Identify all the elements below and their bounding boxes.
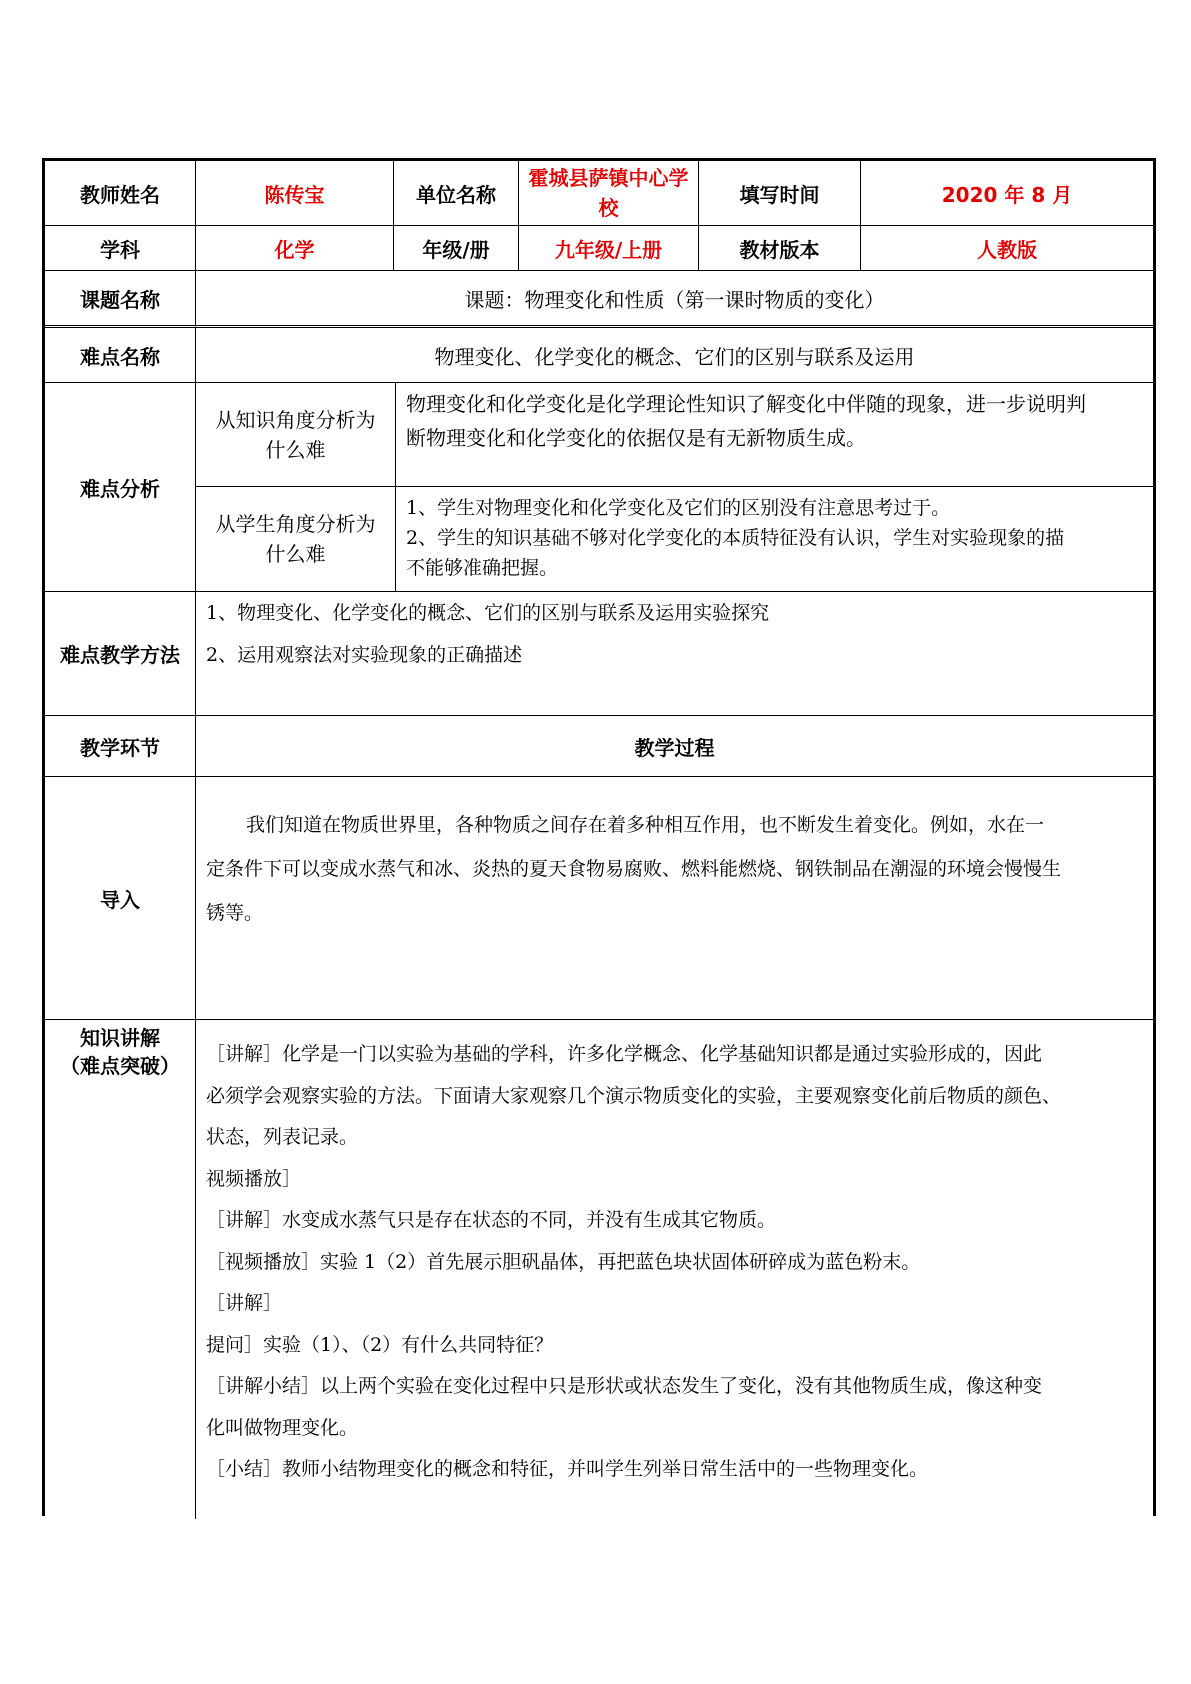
process-header: 教学过程: [196, 716, 1153, 777]
methods-label: 难点教学方法: [45, 592, 196, 716]
student-angle-text-line1: 1、学生对物理变化和化学变化及它们的区别没有注意思考过于。: [406, 497, 951, 519]
knowledge-line: 必须学会观察实验的方法。下面请大家观察几个演示物质变化的实验，主要观察变化前后物质的颜色、: [206, 1084, 1062, 1107]
knowledge-angle-line1: 从知识角度分析为: [215, 407, 376, 432]
knowledge-line: ［视频播放］实验 1（2）首先展示胆矾晶体，再把蓝色块状固体研碎成为蓝色粉末。: [206, 1250, 921, 1273]
edition-value: 人教版: [861, 226, 1153, 271]
knowledge-line: ［小结］教师小结物理变化的概念和特征，并叫学生列举日常生活中的一些物理变化。: [206, 1458, 929, 1480]
student-angle-line1: 从学生角度分析为: [215, 512, 376, 536]
intro-line-3: 锈等。: [206, 902, 264, 924]
student-angle-line2: 什么难: [265, 542, 326, 566]
analysis-label: 难点分析: [45, 383, 196, 592]
knowledge-angle-text-line2: 断物理变化和化学变化的依据仅是有无新物质生成。: [406, 426, 866, 450]
knowledge-line: 化叫做物理变化。: [206, 1416, 359, 1439]
subject-value: 化学: [196, 226, 394, 271]
knowledge-label-line1: 知识讲解: [80, 1026, 160, 1050]
knowledge-line: ［讲解小结］以上两个实验在变化过程中只是形状或状态发生了变化，没有其他物质生成，像这种变: [206, 1375, 1043, 1397]
student-angle-text-line3: 不能够准确把握。: [406, 557, 559, 579]
knowledge-line: ［讲解］水变成水蒸气只是存在状态的不同，并没有生成其它物质。: [206, 1209, 777, 1231]
methods-item-1: 1、物理变化、化学变化的概念、它们的区别与联系及运用实验探究: [206, 602, 770, 624]
knowledge-text: [196, 1020, 1153, 1519]
lesson-plan-table: [42, 158, 1156, 1516]
student-angle-text-line2: 2、学生的知识基础不够对化学变化的本质特征没有认识，学生对实验现象的描: [406, 527, 1065, 549]
knowledge-angle-text-line1: 物理变化和化学变化是化学理论性知识了解变化中伴随的现象，进一步说明判: [406, 392, 1086, 416]
intro-text: [196, 777, 1153, 1020]
topic-label: 课题名称: [45, 271, 196, 328]
knowledge-line: 提问］实验（1）、（2）有什么共同特征？: [206, 1333, 554, 1356]
grade-label: 年级/册: [394, 226, 519, 271]
unit-name-line1: 霍城县萨镇中心学: [528, 166, 689, 190]
knowledge-line: 视频播放］: [206, 1167, 302, 1190]
edition-label: 教材版本: [699, 226, 861, 271]
methods-item-2: 2、运用观察法对实验现象的正确描述: [206, 644, 523, 666]
unit-name-label: 单位名称: [394, 161, 519, 226]
subject-label: 学科: [45, 226, 196, 271]
fill-date-label: 填写时间: [699, 161, 861, 226]
intro-label: 导入: [45, 777, 196, 1020]
stage-header: 教学环节: [45, 716, 196, 777]
unit-name-line2: 校: [598, 196, 619, 220]
unit-name-value: [519, 161, 699, 226]
knowledge-label-line2: （难点突破）: [60, 1054, 180, 1078]
difficulty-value: 物理变化、化学变化的概念、它们的区别与联系及运用: [196, 328, 1153, 383]
knowledge-angle-line2: 什么难: [265, 437, 326, 462]
knowledge-angle-label: [196, 383, 396, 487]
student-angle-text: [396, 487, 1153, 592]
student-angle-label: [196, 487, 396, 592]
topic-value: 课题：物理变化和性质（第一课时物质的变化）: [196, 271, 1153, 328]
intro-line-2: 定条件下可以变成水蒸气和冰、炎热的夏天食物易腐败、燃料能燃烧、钢铁制品在潮湿的环境会慢慢生: [206, 858, 1062, 880]
teacher-name-value: 陈传宝: [196, 161, 394, 226]
knowledge-angle-text: [396, 383, 1153, 487]
fill-date-value: 2020 年 8 月: [861, 161, 1153, 226]
knowledge-line: ［讲解］: [206, 1292, 283, 1314]
knowledge-line: 状态，列表记录。: [206, 1126, 359, 1148]
knowledge-label: [45, 1020, 196, 1519]
grade-value: 九年级/上册: [519, 226, 699, 271]
knowledge-line: ［讲解］化学是一门以实验为基础的学科，许多化学概念、化学基础知识都是通过实验形成的，因此: [206, 1043, 1043, 1065]
intro-line-1: 我们知道在物质世界里，各种物质之间存在着多种相互作用，也不断发生着变化。例如，水在一: [246, 814, 1045, 836]
teacher-name-label: 教师姓名: [45, 161, 196, 226]
difficulty-label: 难点名称: [45, 328, 196, 383]
methods-text: [196, 592, 1153, 716]
